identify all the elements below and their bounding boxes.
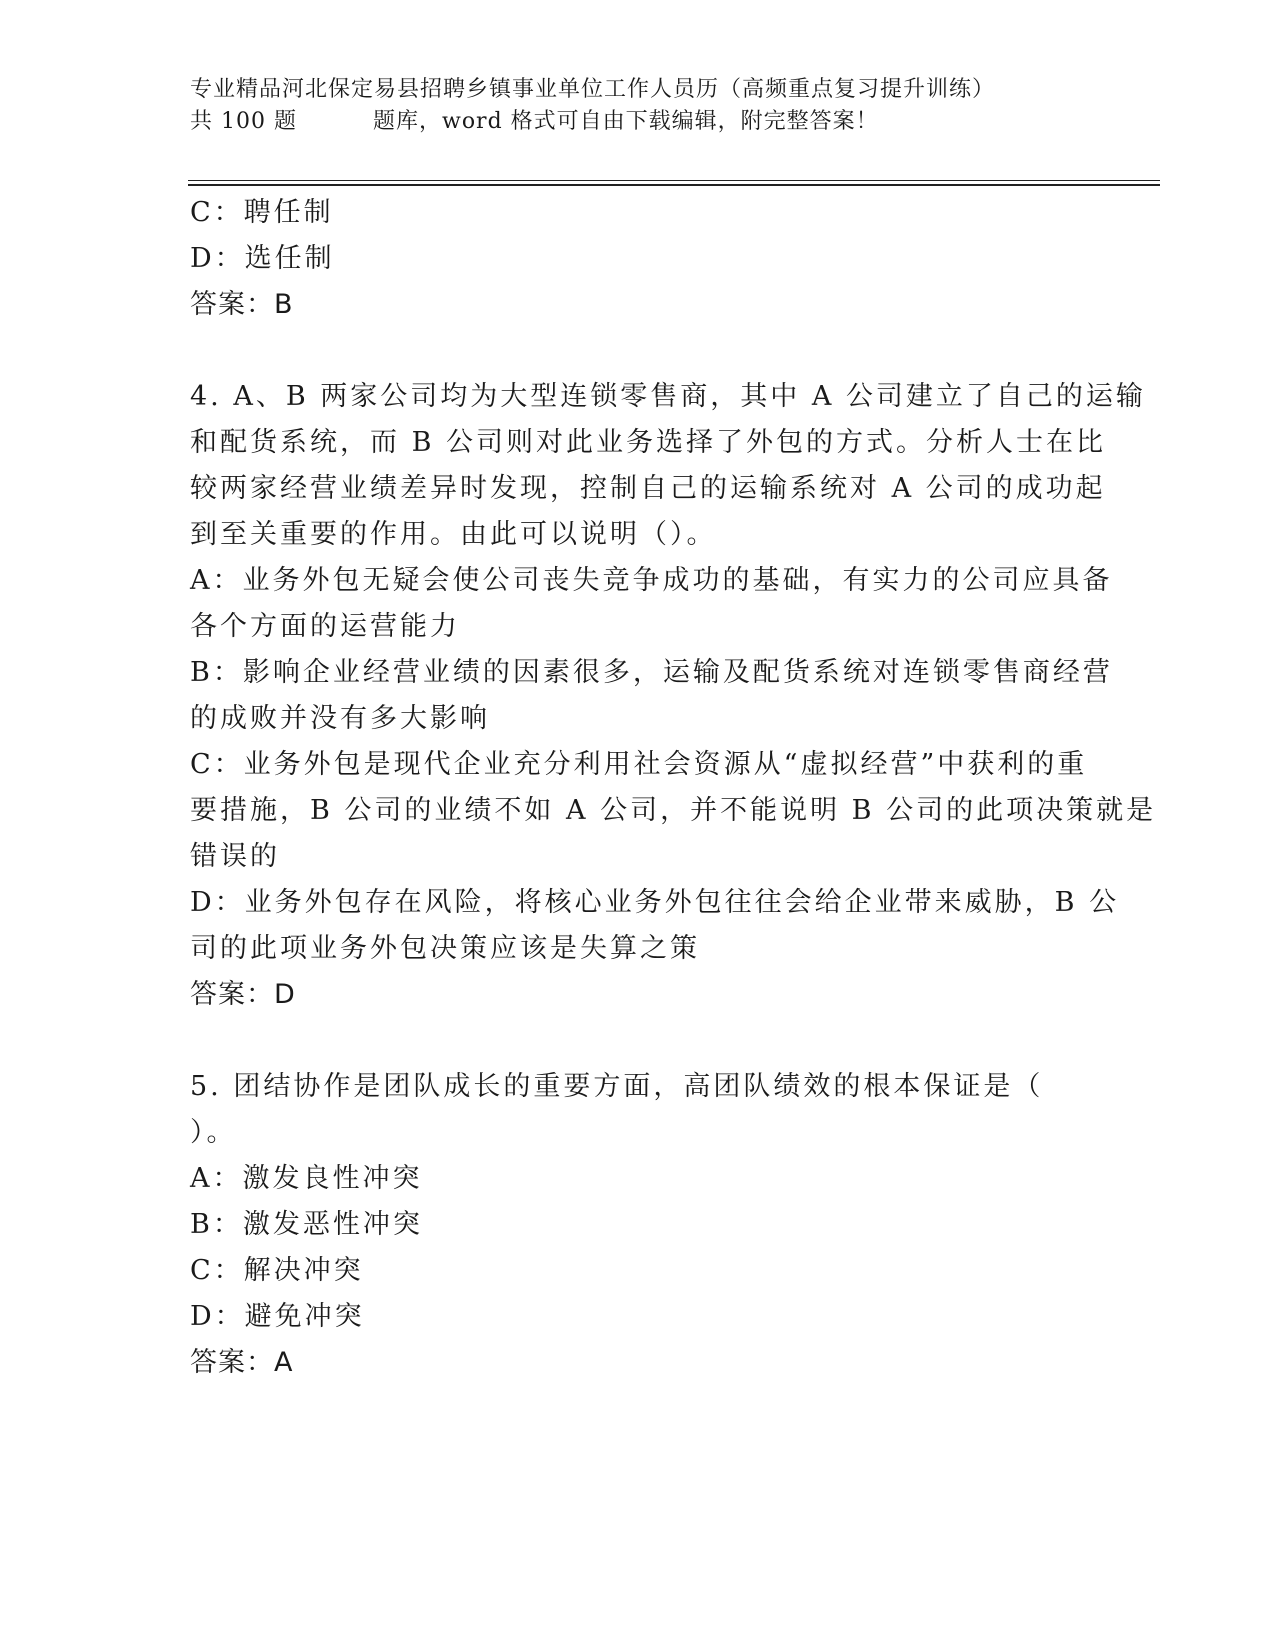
q4-option-b-cont: 的成败并没有多大影响 <box>190 703 490 734</box>
q4-option-a: A：业务外包无疑会使公司丧失竞争成功的基础，有实力的公司应具备 <box>190 565 1113 596</box>
q4-option-b: B：影响企业经营业绩的因素很多，运输及配货系统对连锁零售商经营 <box>190 657 1113 688</box>
q5-option-d: D：避免冲突 <box>190 1301 365 1332</box>
q4-option-c-cont: 错误的 <box>190 841 280 872</box>
q4-stem-line: 和配货系统，而 B 公司则对此业务选择了外包的方式。分析人士在比 <box>190 427 1107 458</box>
q5-option-a: A：激发良性冲突 <box>190 1163 423 1194</box>
question-count: 共 100 题 <box>190 109 297 134</box>
header-divider-thin <box>188 180 1160 181</box>
q5-option-b: B：激发恶性冲突 <box>190 1209 423 1240</box>
q5-option-c: C：解决冲突 <box>190 1255 364 1286</box>
q4-stem-line: 4. A、B 两家公司均为大型连锁零售商，其中 A 公司建立了自己的运输 <box>190 381 1146 412</box>
header-gap <box>297 106 373 138</box>
question-spacer <box>190 328 1090 374</box>
header-description: 题库，word 格式可自由下载编辑，附完整答案！ <box>372 109 879 134</box>
q4-option-a-cont: 各个方面的运营能力 <box>190 611 460 642</box>
q3-answer: 答案：B <box>190 289 294 320</box>
q4-stem-line: 到至关重要的作用。由此可以说明（）。 <box>190 519 717 550</box>
q5-stem-line: 5. 团结协作是团队成长的重要方面，高团队绩效的根本保证是（ <box>190 1071 1044 1102</box>
q4-option-c: C：业务外包是现代企业充分利用社会资源从“虚拟经营”中获利的重 <box>190 749 1088 780</box>
q4-option-d-cont: 司的此项业务外包决策应该是失算之策 <box>190 933 700 964</box>
q3-option-c: C：聘任制 <box>190 197 334 228</box>
document-header <box>190 74 1150 138</box>
document-body <box>190 190 1157 1386</box>
q5-answer: 答案：A <box>190 1347 294 1378</box>
q3-option-d: D：选任制 <box>190 243 335 274</box>
question-spacer <box>190 1018 1090 1064</box>
q4-option-d: D：业务外包存在风险，将核心业务外包往往会给企业带来威胁，B 公 <box>190 887 1120 918</box>
q4-stem-line: 较两家经营业绩差异时发现，控制自己的运输系统对 A 公司的成功起 <box>190 473 1106 504</box>
q4-option-c-cont: 要措施，B 公司的业绩不如 A 公司，并不能说明 B 公司的此项决策就是 <box>190 795 1157 826</box>
q4-answer: 答案：D <box>190 979 296 1010</box>
header-title: 专业精品河北保定易县招聘乡镇事业单位工作人员历（高频重点复习提升训练） <box>190 77 996 102</box>
q5-stem-line: ）。 <box>190 1117 237 1148</box>
header-divider-thick <box>188 184 1160 186</box>
header-subtitle <box>190 106 1150 138</box>
